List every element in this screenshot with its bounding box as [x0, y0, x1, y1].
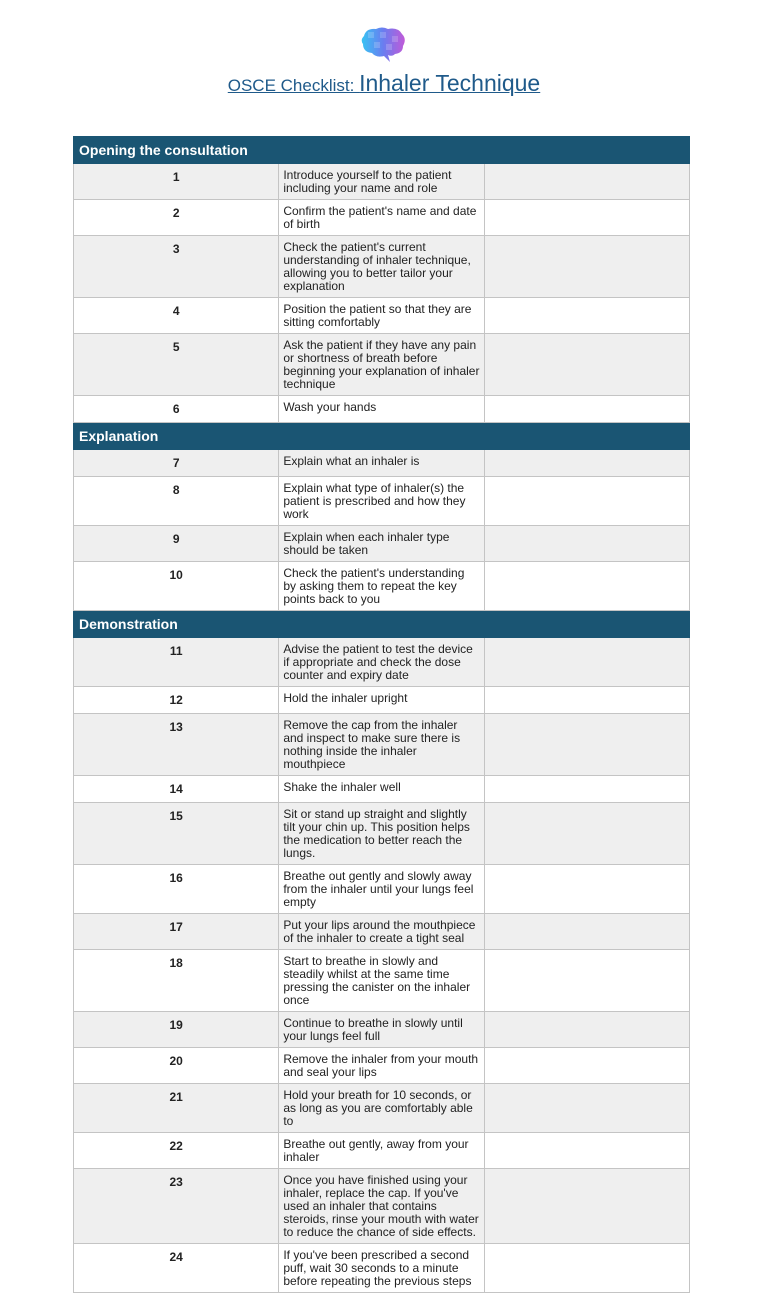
checklist-row	[74, 865, 690, 914]
step-number: 13	[74, 714, 279, 776]
title-prefix: OSCE Checklist:	[227, 76, 360, 95]
step-number: 10	[74, 562, 279, 611]
tick-box[interactable]	[484, 914, 689, 950]
step-number: 15	[74, 803, 279, 865]
step-text: Ask the patient if they have any pain or shortness of breath before beginning your explanation of inhaler technique	[279, 334, 484, 396]
checklist-row	[74, 1244, 690, 1293]
step-number: 2	[74, 200, 279, 236]
tick-box[interactable]	[484, 638, 689, 687]
step-number: 3	[74, 236, 279, 298]
tick-box[interactable]	[484, 1012, 689, 1048]
step-number: 5	[74, 334, 279, 396]
checklist-row	[74, 1048, 690, 1084]
section-header	[74, 423, 690, 450]
checklist-row	[74, 477, 690, 526]
section-title: Opening the consultation	[74, 137, 690, 164]
tick-box[interactable]	[484, 865, 689, 914]
checklist-row	[74, 298, 690, 334]
step-number: 17	[74, 914, 279, 950]
step-text: If you've been prescribed a second puff, wait 30 seconds to a minute before repeating the previous steps	[279, 1244, 484, 1293]
tick-box[interactable]	[484, 298, 689, 334]
checklist-row	[74, 1012, 690, 1048]
tick-box[interactable]	[484, 1048, 689, 1084]
checklist-row	[74, 396, 690, 423]
section-title: Explanation	[74, 423, 690, 450]
step-number: 4	[74, 298, 279, 334]
tick-box[interactable]	[484, 334, 689, 396]
step-number: 14	[74, 776, 279, 803]
tick-box[interactable]	[484, 714, 689, 776]
step-text: Remove the cap from the inhaler and inspect to make sure there is nothing inside the inhaler mouthpiece	[279, 714, 484, 776]
step-text: Introduce yourself to the patient including your name and role	[279, 164, 484, 200]
page-title	[0, 70, 768, 97]
step-number: 22	[74, 1133, 279, 1169]
tick-box[interactable]	[484, 236, 689, 298]
step-text: Hold the inhaler upright	[279, 687, 484, 714]
checklist-row	[74, 450, 690, 477]
checklist-row	[74, 776, 690, 803]
tick-box[interactable]	[484, 200, 689, 236]
step-text: Check the patient's current understanding of inhaler technique, allowing you to better tailor your explanation	[279, 236, 484, 298]
checklist-row	[74, 200, 690, 236]
step-text: Once you have finished using your inhaler, replace the cap. If you've used an inhaler that contains steroids, rinse your mouth with water to reduce the chance of side effects.	[279, 1169, 484, 1244]
checklist-row	[74, 334, 690, 396]
step-number: 24	[74, 1244, 279, 1293]
checklist-row	[74, 638, 690, 687]
checklist-row	[74, 714, 690, 776]
checklist-row	[74, 803, 690, 865]
step-number: 18	[74, 950, 279, 1012]
step-number: 12	[74, 687, 279, 714]
tick-box[interactable]	[484, 1244, 689, 1293]
tick-box[interactable]	[484, 950, 689, 1012]
step-number: 1	[74, 164, 279, 200]
step-text: Remove the inhaler from your mouth and seal your lips	[279, 1048, 484, 1084]
tick-box[interactable]	[484, 803, 689, 865]
section-header	[74, 611, 690, 638]
step-text: Advise the patient to test the device if appropriate and check the dose counter and expiry date	[279, 638, 484, 687]
tick-box[interactable]	[484, 687, 689, 714]
checklist-row	[74, 1169, 690, 1244]
tick-box[interactable]	[484, 1169, 689, 1244]
step-number: 16	[74, 865, 279, 914]
step-text: Start to breathe in slowly and steadily whilst at the same time pressing the canister on the inhaler once	[279, 950, 484, 1012]
checklist-row	[74, 1133, 690, 1169]
step-text: Breathe out gently, away from your inhaler	[279, 1133, 484, 1169]
step-text: Explain what type of inhaler(s) the patient is prescribed and how they work	[279, 477, 484, 526]
step-number: 8	[74, 477, 279, 526]
step-number: 20	[74, 1048, 279, 1084]
step-number: 6	[74, 396, 279, 423]
step-text: Check the patient's understanding by asking them to repeat the key points back to you	[279, 562, 484, 611]
tick-box[interactable]	[484, 562, 689, 611]
step-text: Continue to breathe in slowly until your lungs feel full	[279, 1012, 484, 1048]
step-text: Hold your breath for 10 seconds, or as long as you are comfortably able to	[279, 1084, 484, 1133]
checklist-row	[74, 526, 690, 562]
step-number: 7	[74, 450, 279, 477]
step-text: Breathe out gently and slowly away from the inhaler until your lungs feel empty	[279, 865, 484, 914]
step-text: Explain when each inhaler type should be taken	[279, 526, 484, 562]
step-number: 11	[74, 638, 279, 687]
checklist-table	[73, 136, 690, 1293]
tick-box[interactable]	[484, 450, 689, 477]
checklist-row	[74, 914, 690, 950]
title-main: Inhaler Technique	[359, 70, 541, 96]
checklist-row	[74, 164, 690, 200]
step-text: Explain what an inhaler is	[279, 450, 484, 477]
section-title: Demonstration	[74, 611, 690, 638]
step-text: Put your lips around the mouthpiece of the inhaler to create a tight seal	[279, 914, 484, 950]
step-number: 23	[74, 1169, 279, 1244]
step-text: Confirm the patient's name and date of birth	[279, 200, 484, 236]
checklist-row	[74, 687, 690, 714]
tick-box[interactable]	[484, 164, 689, 200]
section-header	[74, 137, 690, 164]
tick-box[interactable]	[484, 1133, 689, 1169]
step-number: 21	[74, 1084, 279, 1133]
tick-box[interactable]	[484, 776, 689, 803]
tick-box[interactable]	[484, 477, 689, 526]
tick-box[interactable]	[484, 1084, 689, 1133]
checklist-row	[74, 236, 690, 298]
brain-logo-icon	[360, 26, 408, 64]
checklist-row	[74, 562, 690, 611]
step-number: 19	[74, 1012, 279, 1048]
step-text: Shake the inhaler well	[279, 776, 484, 803]
checklist-row	[74, 1084, 690, 1133]
step-text: Sit or stand up straight and slightly tilt your chin up. This position helps the medication to better reach the lungs.	[279, 803, 484, 865]
tick-box[interactable]	[484, 396, 689, 423]
step-text: Position the patient so that they are sitting comfortably	[279, 298, 484, 334]
step-number: 9	[74, 526, 279, 562]
checklist-row	[74, 950, 690, 1012]
tick-box[interactable]	[484, 526, 689, 562]
step-text: Wash your hands	[279, 396, 484, 423]
